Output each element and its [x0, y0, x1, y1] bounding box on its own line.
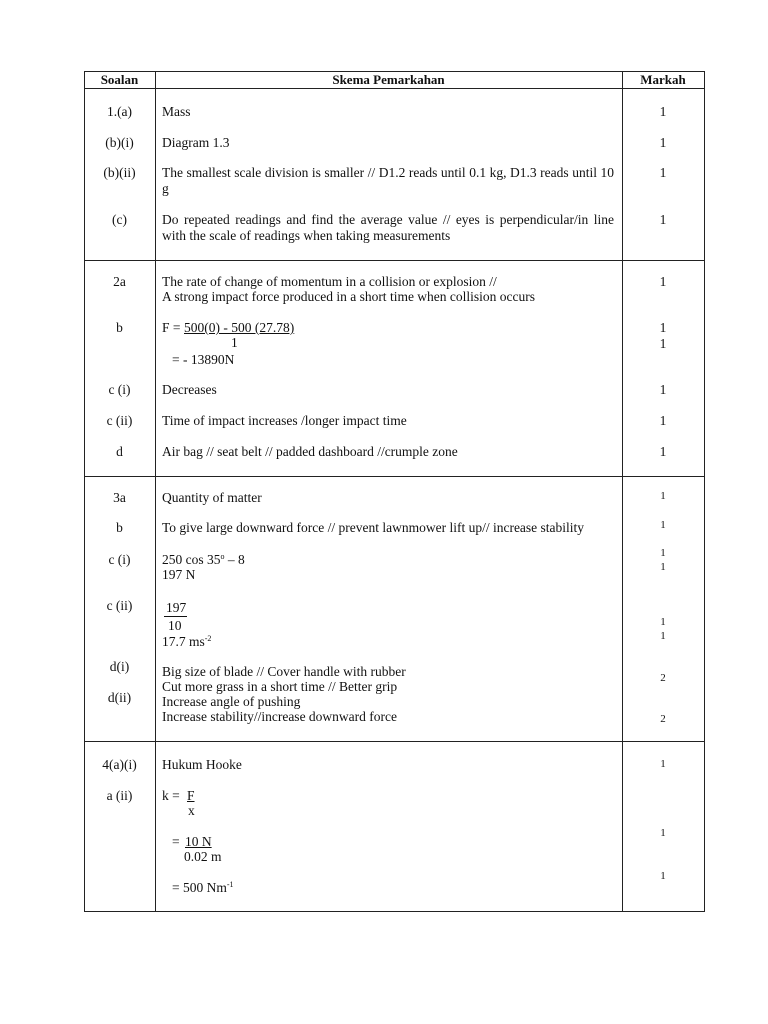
- q3d-answer-line4: Increase stability//increase downward force: [162, 709, 398, 724]
- q3cii-denominator: 10: [168, 618, 182, 633]
- row-divider-q1: [84, 260, 705, 261]
- q4aii-mark-2: 1: [660, 870, 666, 882]
- q3cii-mark-2: 1: [660, 630, 666, 642]
- q3cii-numerator: 197: [166, 600, 187, 615]
- q4aii-k-denominator: x: [188, 803, 195, 818]
- q3b-answer: To give large downward force // prevent lawnmower lift up// increase stability: [162, 520, 585, 535]
- q4ai-label: 4(a)(i): [102, 757, 137, 772]
- q3cii-mark-1: 1: [660, 616, 666, 628]
- q1a-answer: Mass: [162, 104, 191, 119]
- q3b-label: b: [116, 520, 123, 535]
- q1c-answer: Do repeated readings and find the average value // eyes is perpendicular/in line with the scale of readings when taking measurements: [162, 212, 614, 243]
- q3ci-mark-2: 1: [660, 561, 666, 573]
- q2d-label: d: [116, 444, 123, 459]
- q3d-answer-line1: Big size of blade // Cover handle with rubber: [162, 664, 406, 679]
- q1bii-mark: 1: [659, 165, 667, 180]
- q2d-mark: 1: [659, 444, 667, 459]
- q3di-mark: 2: [660, 672, 666, 684]
- q2b-denominator: 1: [231, 335, 238, 350]
- q3cii-result-value: 17.7 ms: [162, 634, 205, 649]
- q3ci-expr-b: – 8: [224, 552, 245, 567]
- q3ci-expression: [162, 552, 245, 568]
- q4aii-result: [172, 880, 234, 896]
- header-skema: Skema Pemarkahan: [332, 72, 445, 87]
- q3ci-degree: o: [220, 552, 225, 561]
- q4aii-label: a (ii): [106, 788, 133, 803]
- q2b-mark-1: 1: [659, 320, 667, 335]
- q2a-label: 2a: [113, 274, 126, 289]
- q3dii-mark: 2: [660, 713, 666, 725]
- q4aii-result-value: = 500 Nm: [172, 880, 227, 895]
- column-divider-1: [155, 71, 156, 912]
- q4aii-k-prefix: k =: [162, 788, 180, 803]
- q2cii-label: c (ii): [106, 413, 133, 428]
- header-markah: Markah: [640, 72, 686, 87]
- table-right-border: [704, 71, 705, 912]
- q3dii-label: d(ii): [107, 690, 132, 705]
- q1bii-label: (b)(ii): [103, 165, 136, 180]
- q3a-answer: Quantity of matter: [162, 490, 262, 505]
- table-bottom-border: [84, 911, 705, 912]
- q1bii-answer: The smallest scale division is smaller // D1.2 reads until 0.1 kg, D1.3 reads until 10 g: [162, 165, 614, 196]
- q2a-answer-line1: The rate of change of momentum in a collision or explosion //: [162, 274, 497, 289]
- q4ai-answer: Hukum Hooke: [162, 757, 242, 772]
- q3cii-fraction-bar: [164, 616, 187, 617]
- q1bi-mark: 1: [659, 135, 667, 150]
- q3ci-label: c (i): [108, 552, 131, 567]
- q4aii-eq-denominator: 0.02 m: [184, 849, 222, 864]
- q1a-label: 1.(a): [106, 104, 133, 119]
- q2d-answer: Air bag // seat belt // padded dashboard //crumple zone: [162, 444, 458, 459]
- q2a-answer-line2: A strong impact force produced in a short time when collision occurs: [162, 289, 536, 304]
- q4aii-eq-prefix: =: [172, 834, 180, 849]
- q3cii-result-exponent: -2: [204, 634, 212, 643]
- q2cii-answer: Time of impact increases /longer impact time: [162, 413, 407, 428]
- q3cii-result: [162, 634, 211, 650]
- q4aii-result-exponent: -1: [226, 880, 234, 889]
- q2b-mark-2: 1: [659, 336, 667, 351]
- q1c-label: (c): [112, 212, 127, 227]
- q3a-mark: 1: [660, 490, 666, 502]
- q3di-label: d(i): [109, 659, 130, 674]
- q3ci-mark-1: 1: [660, 547, 666, 559]
- q2b-label: b: [116, 320, 123, 335]
- q3a-label: 3a: [113, 490, 126, 505]
- q4ai-mark: 1: [660, 758, 666, 770]
- q2b-result: = - 13890N: [172, 352, 235, 367]
- q3b-mark: 1: [660, 519, 666, 531]
- q2b-numerator: 500(0) - 500 (27.78): [184, 320, 295, 335]
- q2ci-mark: 1: [659, 382, 667, 397]
- q1c-mark: 1: [659, 212, 667, 227]
- q3d-answer-line2: Cut more grass in a short time // Better grip: [162, 679, 398, 694]
- q1bi-label: (b)(i): [105, 135, 134, 150]
- row-divider-q2: [84, 476, 705, 477]
- q1a-mark: 1: [659, 104, 667, 119]
- q3d-answer-line3: Increase angle of pushing: [162, 694, 301, 709]
- q2a-mark: 1: [659, 274, 667, 289]
- q2cii-mark: 1: [659, 413, 667, 428]
- q2ci-answer: Decreases: [162, 382, 217, 397]
- q4aii-mark-1: 1: [660, 827, 666, 839]
- q3ci-result: 197 N: [162, 567, 196, 582]
- q3ci-expr-a: 250 cos 35: [162, 552, 221, 567]
- header-soalan: Soalan: [100, 72, 139, 87]
- q3cii-label: c (ii): [106, 598, 133, 613]
- q2ci-label: c (i): [108, 382, 131, 397]
- header-bottom-border: [84, 88, 705, 89]
- q1bi-answer: Diagram 1.3: [162, 135, 230, 150]
- row-divider-q3: [84, 741, 705, 742]
- q4aii-k-numerator: F: [187, 788, 195, 803]
- q4aii-eq-numerator: 10 N: [185, 834, 212, 849]
- q2b-prefix: F =: [162, 320, 181, 335]
